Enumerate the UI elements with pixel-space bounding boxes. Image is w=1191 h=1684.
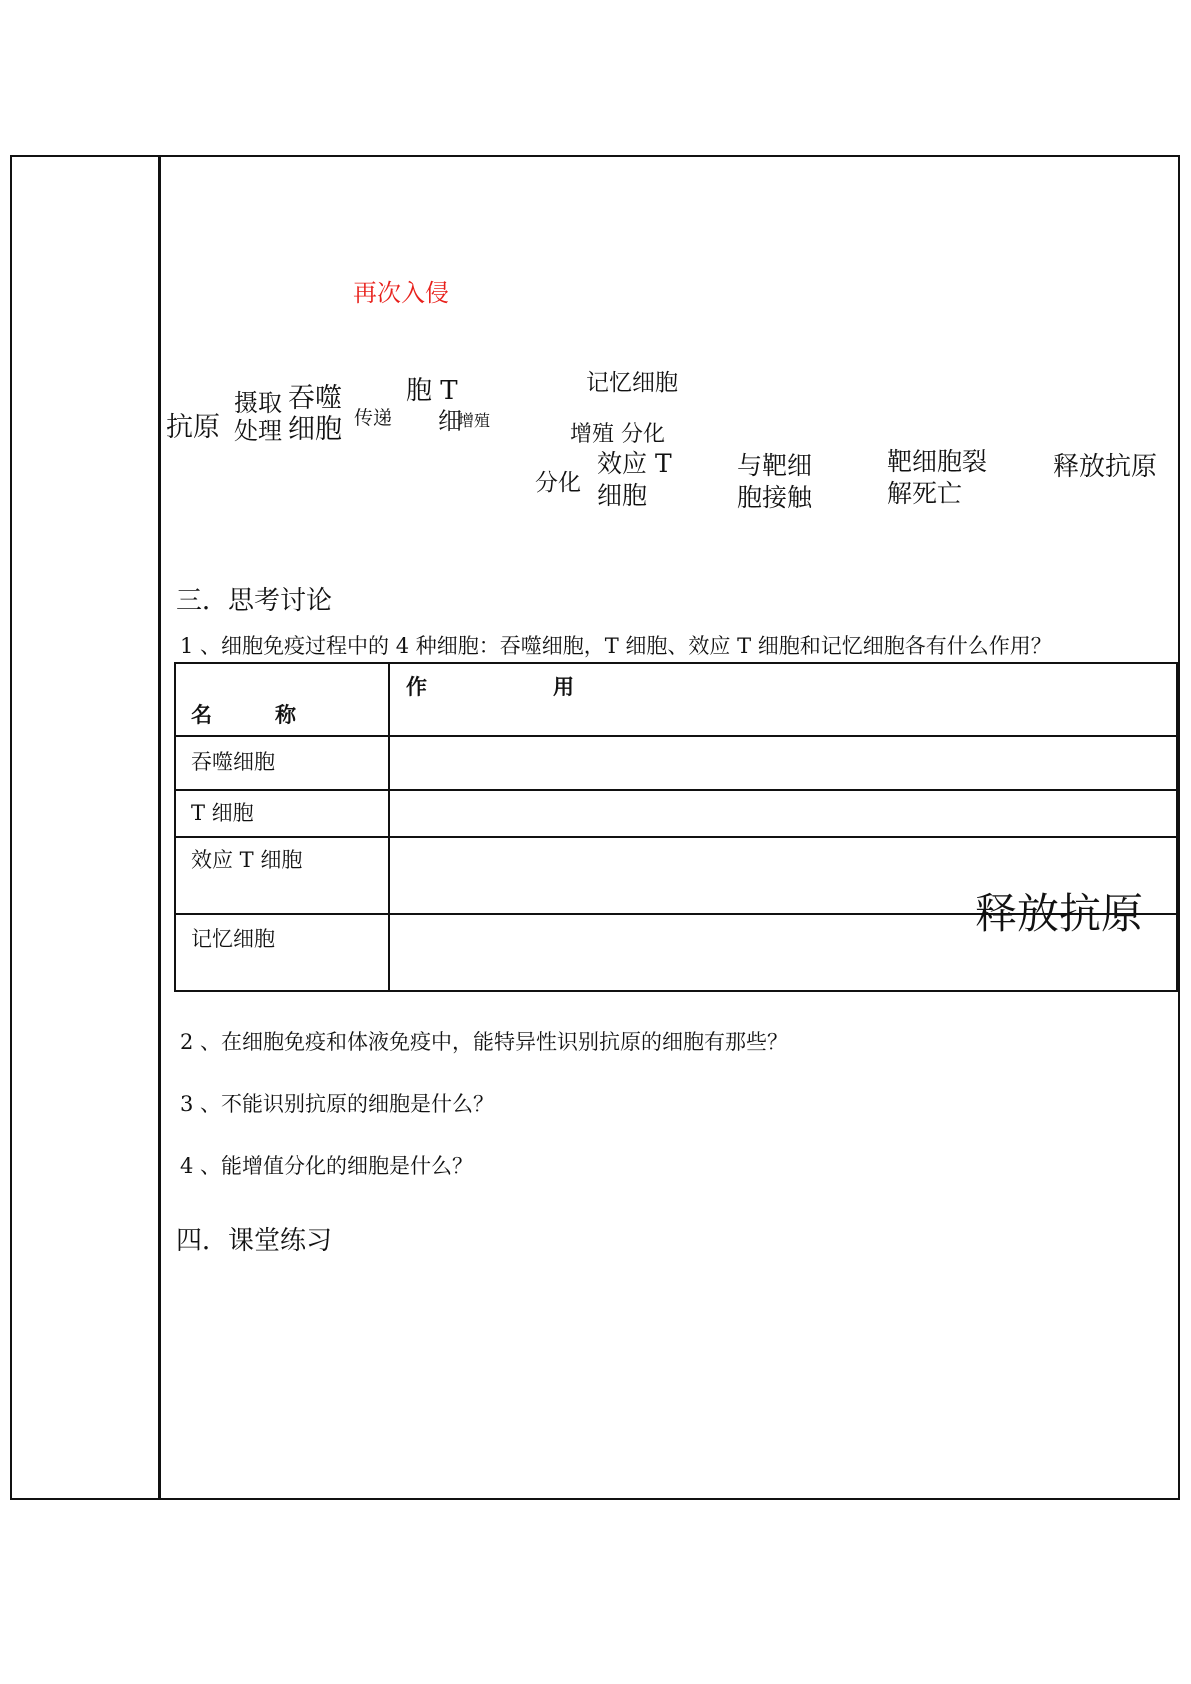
proliferate-clip <box>458 410 504 430</box>
question-1: 1 、细胞免疫过程中的 4 种细胞：吞噬细胞，T 细胞、效应 T 细胞和记忆细胞各有什么作用？ <box>180 634 1052 658</box>
prolif-diff-clip <box>570 422 680 447</box>
cell-function-table <box>174 662 1178 992</box>
transmit-clip <box>354 400 404 429</box>
column-divider <box>158 155 161 1500</box>
table-row-divider <box>174 735 1178 737</box>
question-4: 4 、能增值分化的细胞是什么？ <box>180 1154 474 1178</box>
section-4-heading: 四．课堂练习 <box>176 1226 333 1256</box>
section-3-heading: 三．思考讨论 <box>176 586 333 616</box>
differentiate-label: 分化 <box>535 470 581 496</box>
contact-label-1: 与靶细 <box>737 451 813 480</box>
antigen-label: 抗原 <box>166 412 220 443</box>
release-antigen-label: 释放抗原 <box>1053 452 1158 482</box>
t-cell-label-a: 胞 T <box>406 376 458 406</box>
phagocyte-label-1: 吞噬 <box>288 383 342 414</box>
prolif-diff-label: 增殖 分化 <box>570 422 665 447</box>
table-header-function: 作 用 <box>406 674 574 699</box>
table-column-divider <box>388 662 390 992</box>
table-header-name: 名 称 <box>191 702 296 727</box>
effector-t-label-2: 细胞 <box>597 481 648 510</box>
lysis-label-1: 靶细胞裂 <box>887 447 988 476</box>
reinvasion-label: 再次入侵 <box>353 279 449 307</box>
uptake-label-1: 摄取 <box>234 389 282 417</box>
contact-label-2: 胞接触 <box>737 483 813 512</box>
memory-cell-clip <box>586 370 700 396</box>
phagocyte-label-2: 细胞 <box>288 414 342 445</box>
question-2: 2 、在细胞免疫和体液免疫中，能特异性识别抗原的细胞有那些？ <box>180 1030 789 1054</box>
table-row-memory-cell: 记忆细胞 <box>191 927 275 951</box>
table-row-t-cell: T 细胞 <box>191 801 254 825</box>
transmit-label: 传递 <box>354 407 393 429</box>
table-row-divider <box>174 836 1178 838</box>
memory-cell-label: 记忆细胞 <box>586 370 678 396</box>
release-antigen-overflow-label: 释放抗原 <box>975 889 1144 938</box>
table-row-divider <box>174 789 1178 791</box>
effector-t-label-1: 效应 T <box>597 449 672 478</box>
table-row-effector-t-cell: 效应 T 细胞 <box>191 848 303 872</box>
t-cell-label-b: 细 <box>438 407 462 435</box>
uptake-label-2: 处理 <box>234 417 282 445</box>
question-3: 3 、不能识别抗原的细胞是什么？ <box>180 1092 495 1116</box>
lysis-label-2: 解死亡 <box>887 479 963 508</box>
proliferate-small-label: 增殖 <box>458 411 491 430</box>
table-row-phagocyte: 吞噬细胞 <box>191 750 275 774</box>
